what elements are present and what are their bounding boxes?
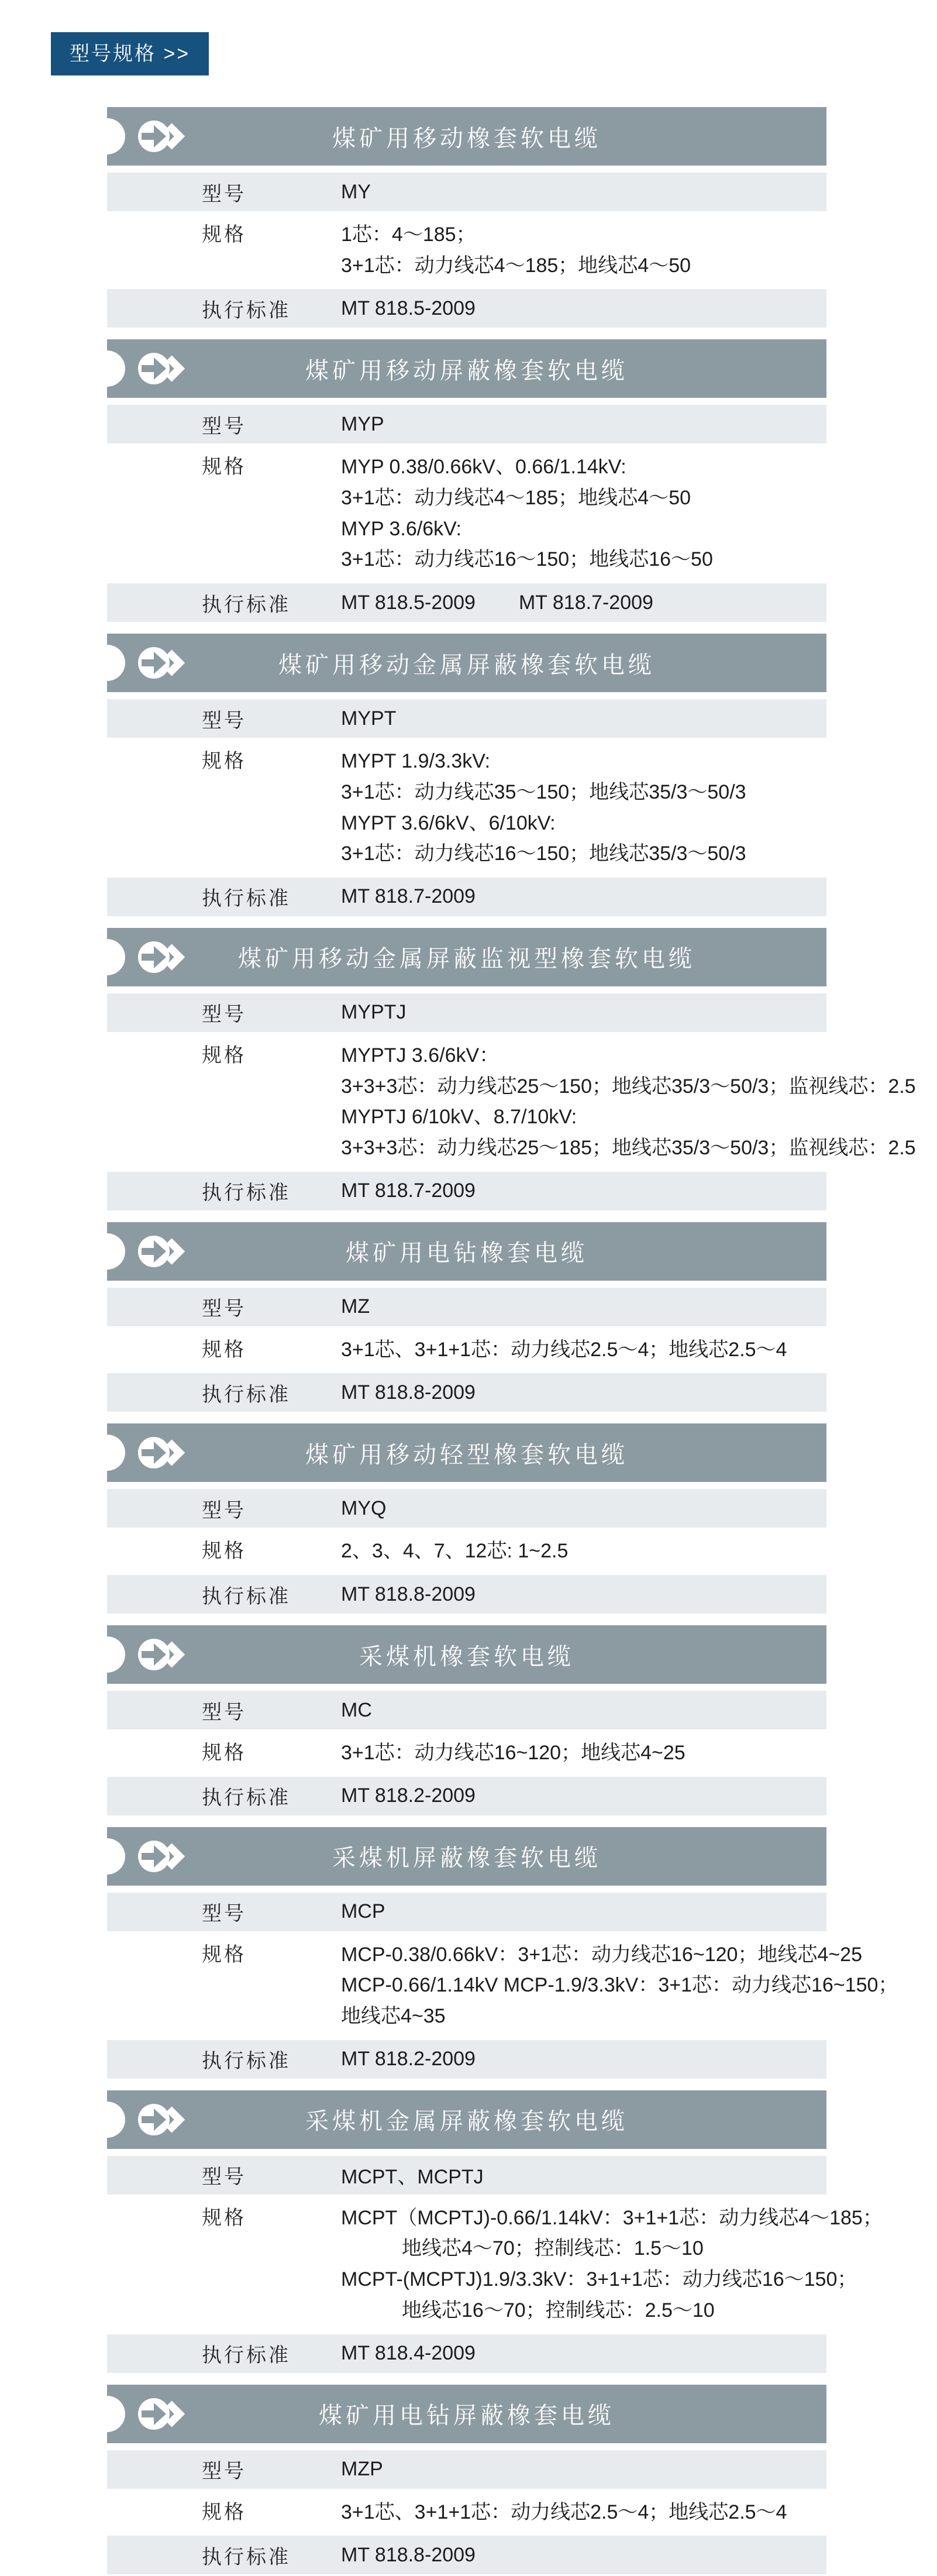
standard-label: 执行标准 bbox=[202, 2050, 291, 2073]
standard-row bbox=[107, 2040, 826, 2079]
standard-code: MT 818.2-2009 bbox=[341, 2048, 476, 2071]
spec-value bbox=[341, 746, 746, 869]
standard-label: 执行标准 bbox=[202, 2344, 291, 2367]
section-header-bar bbox=[107, 634, 826, 692]
cable-section-1 bbox=[107, 107, 826, 328]
spec-row bbox=[107, 740, 826, 875]
cable-section-5 bbox=[107, 1222, 826, 1412]
model-value: MCP bbox=[341, 1900, 385, 1923]
arrow-circle-icon bbox=[107, 1827, 189, 1886]
standard-code: MT 818.2-2009 bbox=[341, 1784, 476, 1807]
model-value: MC bbox=[341, 1698, 372, 1721]
spec-label: 规格 bbox=[202, 1742, 246, 1764]
standard-code: MT 818.8-2009 bbox=[341, 1583, 476, 1605]
section-header-bar bbox=[107, 1222, 826, 1281]
model-value: MZ bbox=[341, 1295, 370, 1318]
spec-line: 3+1芯、3+1+1芯：动力线芯2.5～4；地线芯2.5～4 bbox=[341, 2501, 787, 2523]
spec-line: MYPTJ 3.6/6kV： bbox=[341, 1044, 499, 1067]
cable-section-4 bbox=[107, 928, 916, 1210]
model-value: MY bbox=[341, 180, 371, 203]
spec-value bbox=[341, 219, 691, 281]
standard-row bbox=[107, 2536, 826, 2574]
model-label: 型号 bbox=[202, 1903, 246, 1925]
section-header-bar bbox=[107, 339, 826, 398]
section-title: 采煤机屏蔽橡套软电缆 bbox=[332, 1845, 601, 1872]
section-title: 煤矿用电钻屏蔽橡套电缆 bbox=[319, 2403, 615, 2429]
standard-row bbox=[107, 1777, 826, 1815]
standard-label: 执行标准 bbox=[202, 1787, 291, 1810]
model-row bbox=[107, 1288, 826, 1326]
standard-code: MT 818.7-2009 bbox=[341, 1179, 476, 1202]
standard-row bbox=[107, 583, 826, 622]
spec-label: 规格 bbox=[202, 223, 246, 246]
spec-line: 3+1芯：动力线芯16～150；地线芯35/3～50/3 bbox=[341, 842, 746, 865]
cable-section-10 bbox=[107, 2385, 826, 2575]
model-label: 型号 bbox=[202, 183, 246, 205]
standard-row bbox=[107, 1172, 826, 1210]
spec-row bbox=[107, 2197, 883, 2332]
section-title: 采煤机金属屏蔽橡套软电缆 bbox=[305, 2109, 628, 2135]
cable-section-7 bbox=[107, 1625, 826, 1815]
model-label: 型号 bbox=[202, 2166, 246, 2189]
spec-line: 3+1芯：动力线芯16～150；地线芯16～50 bbox=[341, 548, 713, 571]
standard-label: 执行标准 bbox=[202, 1383, 291, 1406]
standard-row bbox=[107, 2334, 826, 2373]
standard-code: MT 818.7-2009 bbox=[518, 591, 653, 614]
spec-label: 规格 bbox=[202, 2501, 246, 2523]
spec-row bbox=[107, 1034, 916, 1170]
section-title: 煤矿用移动轻型橡套软电缆 bbox=[305, 1442, 628, 1468]
spec-row bbox=[107, 2491, 826, 2534]
spec-value bbox=[341, 1335, 787, 1366]
standard-value bbox=[341, 1784, 519, 1807]
spec-value bbox=[341, 2497, 787, 2528]
model-value: MCPT、MCPTJ bbox=[341, 2166, 484, 2189]
spec-row bbox=[107, 446, 826, 581]
spec-line: MCP-0.66/1.14kV MCP-1.9/3.3kV：3+1芯：动力线芯16~150； bbox=[341, 1974, 898, 1997]
spec-value bbox=[341, 1939, 898, 2032]
section-header-bar bbox=[107, 107, 826, 166]
spec-line: 3+1芯：动力线芯16~120；地线芯4~25 bbox=[341, 1742, 685, 1764]
model-row bbox=[107, 1489, 826, 1528]
section-title: 煤矿用电钻橡套电缆 bbox=[346, 1240, 588, 1267]
section-header-bar bbox=[107, 1625, 826, 1684]
spec-row bbox=[107, 214, 826, 287]
section-title: 煤矿用移动屏蔽橡套软电缆 bbox=[305, 357, 628, 384]
arrow-circle-icon bbox=[107, 339, 189, 398]
arrow-circle-icon bbox=[107, 107, 189, 166]
standard-row bbox=[107, 1373, 826, 1412]
standard-value bbox=[341, 1179, 519, 1202]
standard-row bbox=[107, 1575, 826, 1614]
spec-label: 规格 bbox=[202, 1943, 246, 1966]
model-row bbox=[107, 2156, 826, 2195]
standard-label: 执行标准 bbox=[202, 1585, 291, 1608]
model-row bbox=[107, 993, 826, 1032]
spec-line: MYPTJ 6/10kV、8.7/10kV: bbox=[341, 1106, 577, 1129]
model-row bbox=[107, 1691, 826, 1729]
arrow-circle-icon bbox=[107, 928, 189, 986]
standard-value bbox=[341, 1583, 519, 1606]
standard-code: MT 818.8-2009 bbox=[341, 2543, 476, 2566]
model-row bbox=[107, 2450, 826, 2489]
model-label: 型号 bbox=[202, 1701, 246, 1724]
spec-label: 规格 bbox=[202, 1044, 246, 1067]
model-label: 型号 bbox=[202, 1499, 246, 1522]
standard-label: 执行标准 bbox=[202, 1182, 291, 1205]
spec-row bbox=[107, 1530, 826, 1573]
section-header-bar bbox=[107, 2385, 826, 2443]
section-header-bar bbox=[107, 1827, 826, 1886]
spec-line: 3+3+3芯：动力线芯25～185；地线芯35/3～50/3；监视线芯：2.5 bbox=[341, 1136, 916, 1159]
spec-label: 规格 bbox=[202, 2206, 246, 2229]
model-value: MZP bbox=[341, 2458, 383, 2480]
standard-value bbox=[341, 2544, 519, 2567]
standard-value bbox=[341, 1381, 519, 1404]
spec-value bbox=[341, 1536, 568, 1567]
spec-line: 1芯：4～185； bbox=[341, 223, 476, 246]
spec-line: MCPT（MCPTJ)-0.66/1.14kV：3+1+1芯：动力线芯4～185； bbox=[341, 2206, 883, 2229]
arrow-circle-icon bbox=[107, 2385, 189, 2443]
spec-line: 2、3、4、7、12芯: 1~2.5 bbox=[341, 1540, 569, 1563]
standard-row bbox=[107, 878, 826, 916]
spec-line: 3+1芯：动力线芯35～150；地线芯35/3～50/3 bbox=[341, 780, 746, 803]
section-title: 煤矿用移动金属屏蔽橡套软电缆 bbox=[278, 652, 655, 678]
arrow-circle-icon bbox=[107, 1625, 189, 1684]
spec-row bbox=[107, 1329, 826, 1371]
standard-label: 执行标准 bbox=[202, 888, 291, 910]
model-label: 型号 bbox=[202, 1298, 246, 1320]
model-row bbox=[107, 173, 826, 211]
spec-row bbox=[107, 1732, 826, 1774]
spec-line: 地线芯4~35 bbox=[341, 2005, 446, 2028]
spec-value bbox=[341, 2203, 883, 2326]
model-value: MYQ bbox=[341, 1497, 387, 1519]
standard-code: MT 818.7-2009 bbox=[341, 885, 476, 908]
standard-value bbox=[341, 885, 519, 908]
page-title-badge: 型号规格 >> bbox=[51, 32, 209, 75]
cable-section-3 bbox=[107, 634, 826, 916]
spec-value bbox=[341, 452, 713, 575]
section-title: 采煤机橡套软电缆 bbox=[359, 1643, 574, 1670]
section-title: 煤矿用移动金属屏蔽监视型橡套软电缆 bbox=[238, 946, 695, 972]
spec-line: 3+1芯：动力线芯4～185；地线芯4～50 bbox=[341, 487, 691, 510]
standard-code: MT 818.8-2009 bbox=[341, 1381, 476, 1404]
spec-row bbox=[107, 1934, 898, 2038]
model-label: 型号 bbox=[202, 415, 246, 438]
spec-value bbox=[341, 1040, 916, 1164]
arrow-circle-icon bbox=[107, 1423, 189, 1482]
standard-code: MT 818.5-2009 bbox=[341, 297, 476, 319]
spec-line: MCP-0.38/0.66kV：3+1芯：动力线芯16~120；地线芯4~25 bbox=[341, 1943, 863, 1966]
spec-label: 规格 bbox=[202, 750, 246, 773]
spec-line: MYP 3.6/6kV: bbox=[341, 517, 461, 540]
section-header-bar bbox=[107, 928, 826, 986]
standard-code: MT 818.5-2009 bbox=[341, 591, 476, 614]
arrow-circle-icon bbox=[107, 2090, 189, 2149]
standard-label: 执行标准 bbox=[202, 593, 291, 616]
standard-value bbox=[341, 2342, 519, 2365]
standard-label: 执行标准 bbox=[202, 299, 291, 322]
spec-line: 3+1芯、3+1+1芯：动力线芯2.5～4；地线芯2.5～4 bbox=[341, 1338, 787, 1361]
section-header-bar bbox=[107, 1423, 826, 1482]
spec-line: MYPT 3.6/6kV、6/10kV: bbox=[341, 811, 556, 834]
cable-section-2 bbox=[107, 339, 826, 622]
spec-table-container bbox=[107, 107, 916, 2574]
spec-line: 3+3+3芯：动力线芯25～150；地线芯35/3～50/3；监视线芯：2.5 bbox=[341, 1075, 916, 1098]
spec-value bbox=[341, 1738, 685, 1769]
cable-section-9 bbox=[107, 2090, 883, 2373]
standard-row bbox=[107, 289, 826, 328]
standard-value bbox=[341, 2048, 519, 2071]
cable-section-6 bbox=[107, 1423, 826, 1614]
spec-line: MCPT-(MCPTJ)1.9/3.3kV：3+1+1芯：动力线芯16～150； bbox=[341, 2268, 857, 2291]
spec-label: 规格 bbox=[202, 456, 246, 479]
model-value: MYP bbox=[341, 412, 384, 435]
spec-label: 规格 bbox=[202, 1338, 246, 1361]
spec-label: 规格 bbox=[202, 1540, 246, 1563]
model-row bbox=[107, 1893, 826, 1931]
model-label: 型号 bbox=[202, 2460, 246, 2482]
standard-value bbox=[341, 591, 697, 614]
spec-line: 地线芯4～70；控制线芯：1.5～10 bbox=[402, 2237, 704, 2260]
arrow-circle-icon bbox=[107, 634, 189, 692]
cable-section-8 bbox=[107, 1827, 898, 2079]
model-label: 型号 bbox=[202, 1003, 246, 1026]
model-row bbox=[107, 699, 826, 738]
standard-label: 执行标准 bbox=[202, 2546, 291, 2568]
section-header-bar bbox=[107, 2090, 826, 2149]
spec-line: 地线芯16～70；控制线芯：2.5～10 bbox=[402, 2299, 715, 2322]
model-row bbox=[107, 405, 826, 443]
model-value: MYPT bbox=[341, 707, 397, 730]
spec-line: MYP 0.38/0.66kV、0.66/1.14kV: bbox=[341, 456, 626, 479]
model-value: MYPTJ bbox=[341, 1001, 407, 1024]
standard-value bbox=[341, 297, 519, 320]
standard-code: MT 818.4-2009 bbox=[341, 2342, 476, 2364]
spec-line: MYPT 1.9/3.3kV: bbox=[341, 750, 491, 773]
section-title: 煤矿用移动橡套软电缆 bbox=[332, 125, 601, 152]
spec-line: 3+1芯：动力线芯4～185；地线芯4～50 bbox=[341, 254, 691, 277]
arrow-circle-icon bbox=[107, 1222, 189, 1281]
model-label: 型号 bbox=[202, 709, 246, 732]
